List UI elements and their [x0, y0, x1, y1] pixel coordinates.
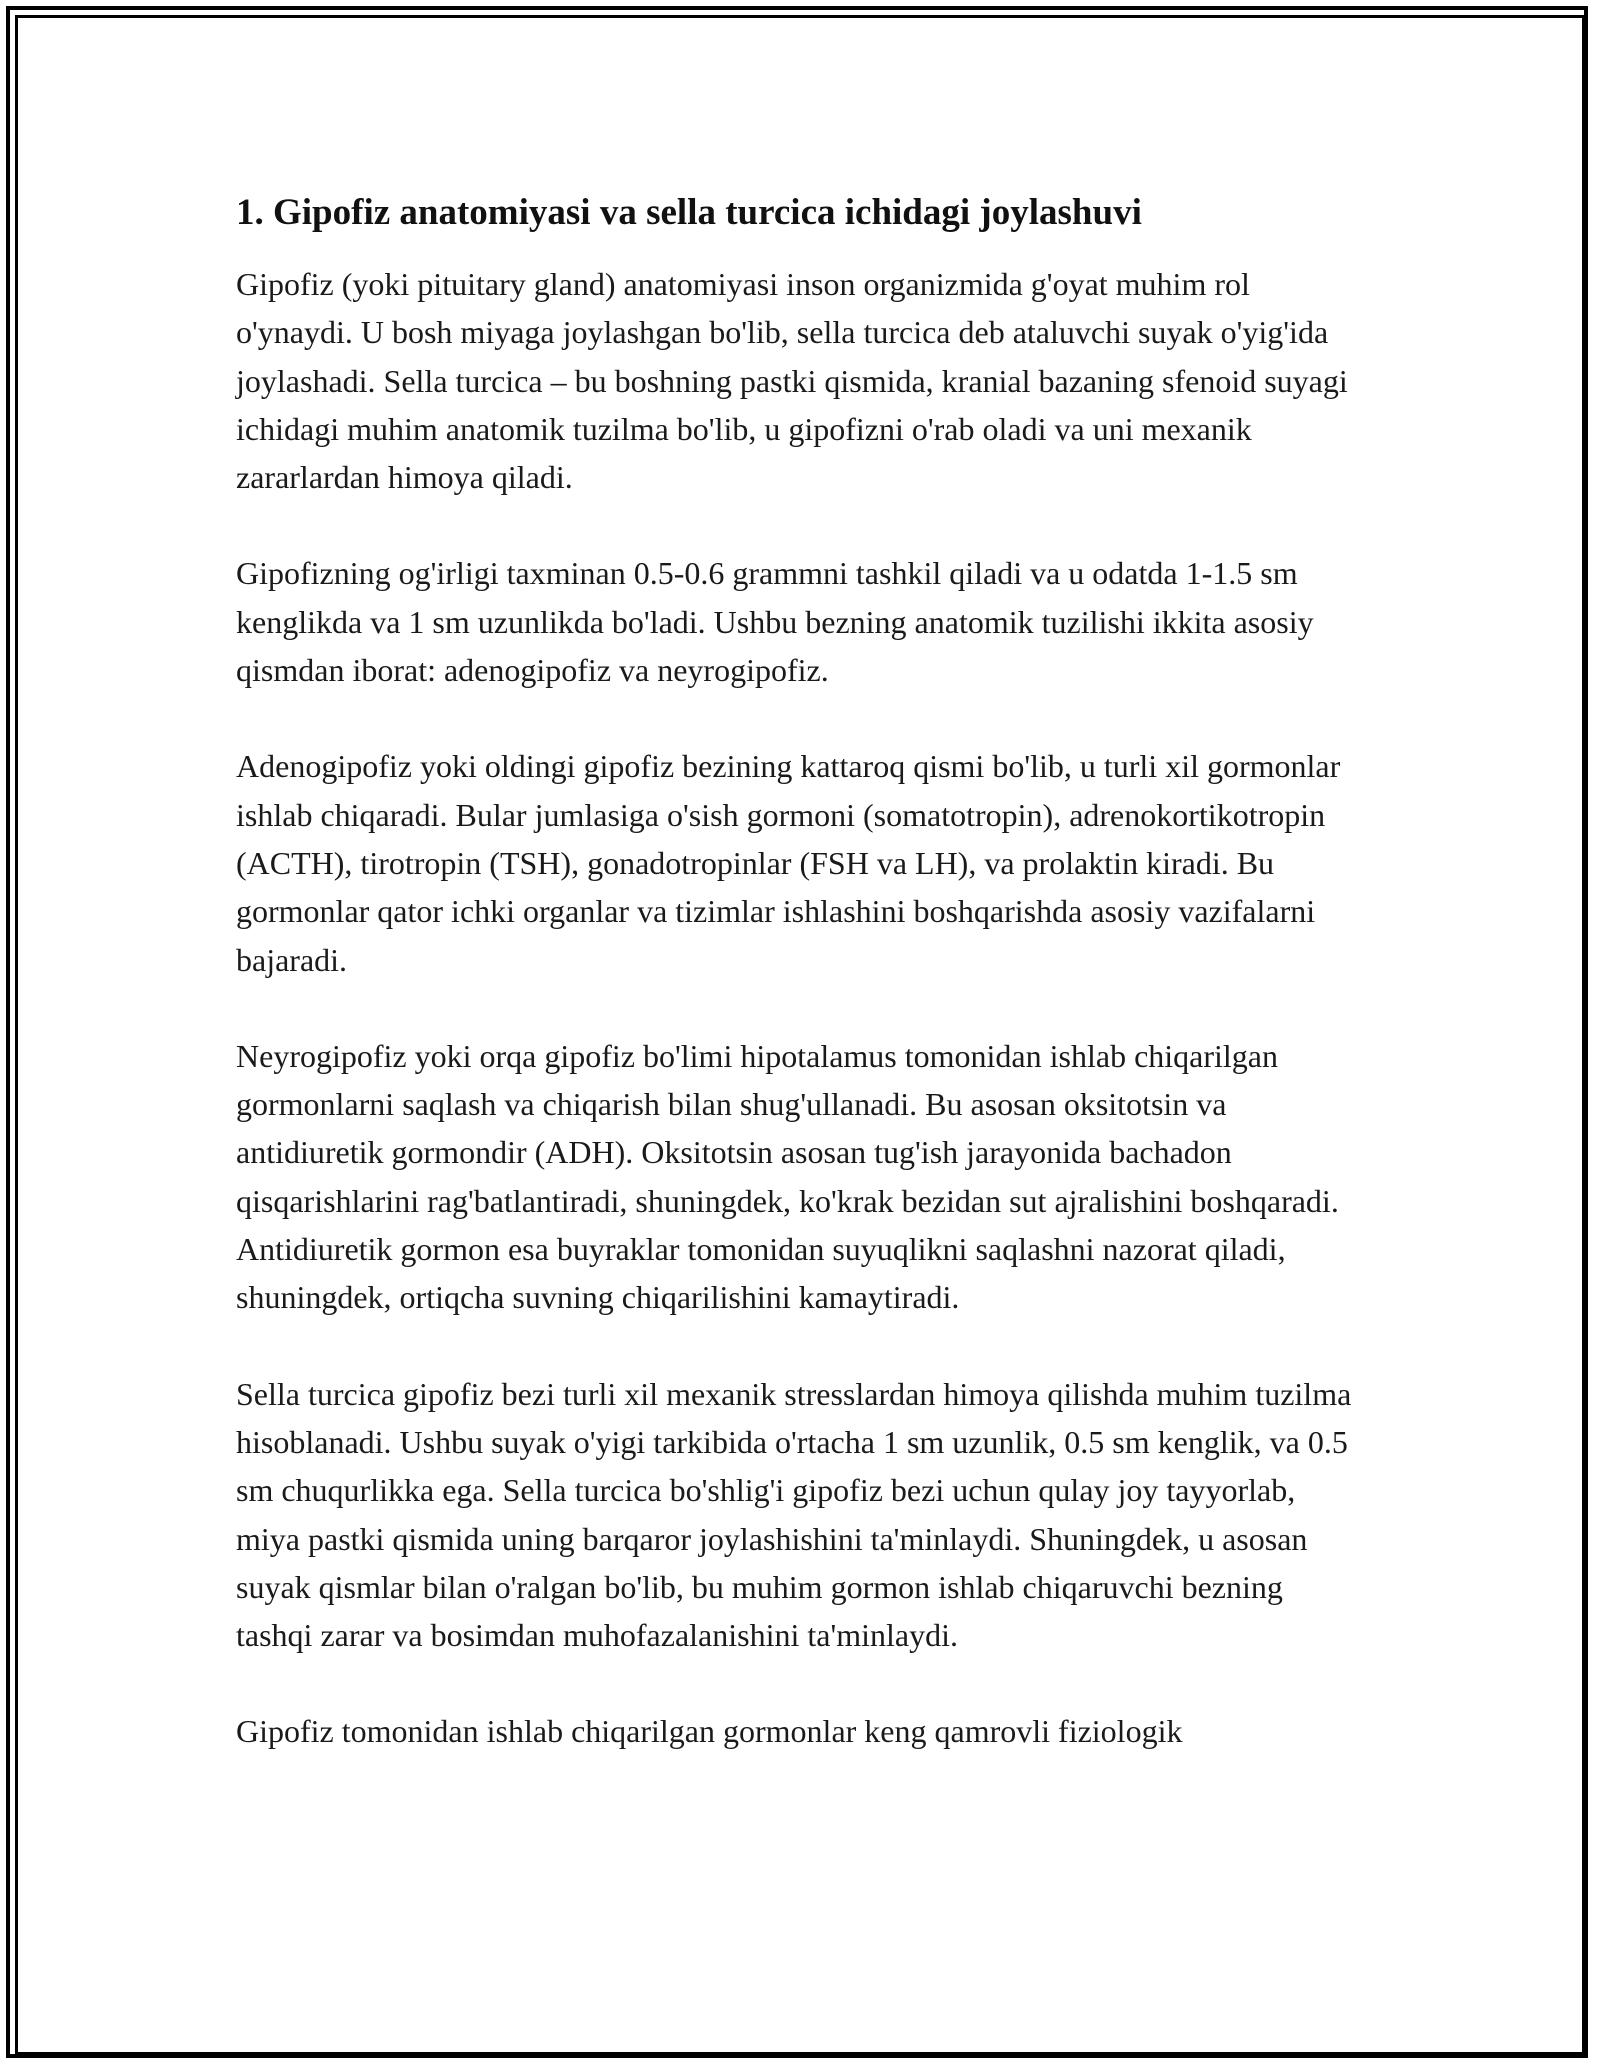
- paragraph-sella-turcica: Sella turcica gipofiz bezi turli xil mexanik stresslardan himoya qilishda muhim tuzilma hisoblanadi. Ushbu suyak o'yigi tarkibida o'rtacha 1 sm uzunlik, 0.5 sm kenglik, va 0.5 sm chuqurlikka ega. Sella turcica bo'shlig'i gipofiz bezi uchun qulay joy tayyorlab, miya pastki qismida uning barqaror joylashishini ta'minlaydi. Shuningdek, u asosan suyak qismlar bilan o'ralgan bo'lib, bu muhim gormon ishlab chiqaruvchi bezning tashqi zarar va bosimdan muhofazalanishini ta'minlaydi.: [236, 1375, 1352, 1654]
- paragraph-neurohypophysis: Neyrogipofiz yoki orqa gipofiz bo'limi hipotalamus tomonidan ishlab chiqarilgan gormonlarni saqlash va chiqarish bilan shug'ullanadi. Bu asosan oksitotsin va antidiuretik gormondir (ADH). Oksitotsin asosan tug'ish jarayonida bachadon qisqarishlarini rag'batlantiradi, shuningdek, ko'krak bezidan sut ajralishini boshqaradi. Antidiuretik gormon esa buyraklar tomonidan suyuqlikni saqlashni nazorat qiladi, shuningdek, ortiqcha suvning chiqarilishini kamaytiradi.: [236, 1037, 1339, 1316]
- paragraph-adenohypophysis: Adenogipofiz yoki oldingi gipofiz bezining kattaroq qismi bo'lib, u turli xil gormonlar ishlab chiqaradi. Bular jumlasiga o'sish gormoni (somatotropin), adrenokortikotropin (ACTH), tirotropin (TSH), gonadotropinlar (FSH va LH), va prolaktin kiradi. Bu gormonlar qator ichki organlar va tizimlar ishlashini boshqarishda asosiy vazifalarni bajaradi.: [236, 748, 1341, 978]
- section-heading: 1. Gipofiz anatomiyasi va sella turcica ichidagi joylashuvi: [236, 192, 1142, 233]
- paragraph-hormones-partial: Gipofiz tomonidan ishlab chiqarilgan gormonlar keng qamrovli fiziologik: [236, 1713, 1183, 1750]
- document-body: [236, 190, 1366, 1804]
- paragraph-pituitary-intro: Gipofiz (yoki pituitary gland) anatomiyasi inson organizmida g'oyat muhim rol o'ynaydi. U bosh miyaga joylashgan bo'lib, sella turcica deb ataluvchi suyak o'yig'ida joylashadi. Sella turcica – bu boshning pastki qismida, kranial bazaning sfenoid suyagi ichidagi muhim anatomik tuzilma bo'lib, u gipofizni o'rab oladi va uni mexanik zararlardan himoya qiladi.: [236, 266, 1348, 496]
- paragraph-pituitary-size: Gipofizning og'irligi taxminan 0.5-0.6 grammni tashkil qiladi va u odatda 1-1.5 sm kenglikda va 1 sm uzunlikda bo'ladi. Ushbu bezning anatomik tuzilishi ikkita asosiy qismdan iborat: adenogipofiz va neyrogipofiz.: [236, 555, 1314, 689]
